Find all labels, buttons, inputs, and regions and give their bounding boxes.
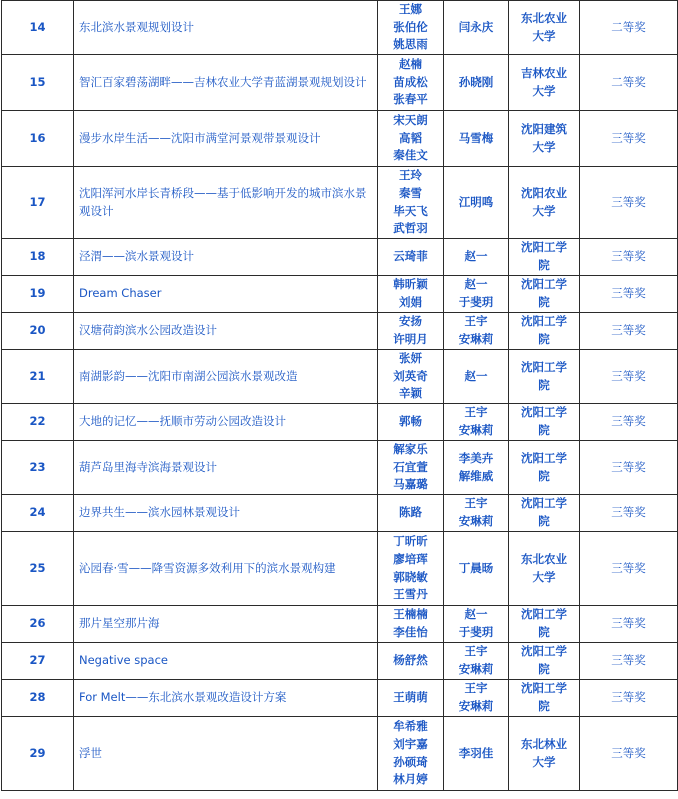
student-name: 苗成松 [393, 74, 428, 89]
student-name: 陈路 [399, 505, 422, 520]
advisors-cell [444, 404, 509, 441]
row-number-cell: 14 [2, 1, 74, 55]
advisor-name: 王宇 [464, 644, 488, 659]
table-row [2, 404, 678, 441]
student-name: 赵楠 [399, 57, 422, 72]
school-cell [509, 55, 580, 111]
row-number-cell: 20 [2, 313, 74, 350]
project-title-cell: 边界共生——滨水园林景观设计 [74, 495, 378, 532]
award-cell: 三等奖 [580, 111, 678, 167]
students-cell [378, 350, 444, 404]
student-name: 马嘉璐 [393, 477, 428, 492]
advisor-name: 赵一 [464, 249, 488, 264]
advisor-name: 丁晨旸 [458, 560, 494, 575]
row-number-cell: 24 [2, 495, 74, 532]
project-title-cell: 浮世 [74, 717, 378, 791]
project-title-cell: 葫芦岛里海寺滨海景观设计 [74, 441, 378, 495]
students-cell [378, 111, 444, 167]
advisors-cell [444, 276, 509, 313]
award-cell: 三等奖 [580, 404, 678, 441]
school-name-line: 沈阳工学 [521, 359, 567, 374]
award-cell: 三等奖 [580, 313, 678, 350]
student-name: 许明月 [393, 332, 428, 346]
school-cell [509, 111, 580, 167]
table-row [2, 350, 678, 404]
advisors-cell [444, 239, 509, 276]
advisors-cell [444, 441, 509, 495]
advisor-name: 李美卉 [458, 450, 494, 465]
award-cell: 三等奖 [580, 606, 678, 643]
school-name-line: 沈阳工学 [521, 240, 567, 255]
school-name-line: 大学 [532, 203, 556, 218]
advisor-name: 马雪梅 [458, 130, 494, 145]
student-name: 孙硕琦 [393, 754, 428, 769]
school-name-line: 沈阳农业 [521, 185, 567, 200]
advisor-name: 于斐玥 [458, 625, 494, 639]
project-title-cell: 沈阳浑河水岸长青桥段——基于低影响开发的城市滨水景观设计 [74, 167, 378, 239]
project-title-cell: For Melt——东北滨水景观改造设计方案 [74, 680, 378, 717]
advisor-name: 江明鸣 [458, 194, 494, 209]
school-name-line: 院 [538, 662, 550, 676]
students-cell [378, 643, 444, 680]
table-row [2, 606, 678, 643]
student-name: 王娜 [399, 2, 422, 17]
award-cell: 三等奖 [580, 167, 678, 239]
students-cell [378, 313, 444, 350]
school-name-line: 东北农业 [521, 10, 567, 25]
school-name-line: 大学 [532, 28, 556, 43]
student-name: 辛颖 [399, 386, 422, 401]
row-number-cell: 17 [2, 167, 74, 239]
advisor-name: 安琳莉 [458, 423, 494, 437]
project-title-cell: Dream Chaser [74, 276, 378, 313]
student-name: 牟希雅 [393, 719, 428, 734]
advisor-name: 王宇 [464, 314, 488, 329]
school-cell [509, 404, 580, 441]
student-name: 姚思雨 [393, 37, 428, 52]
row-number-cell: 29 [2, 717, 74, 791]
school-cell [509, 1, 580, 55]
school-name-line: 院 [538, 423, 550, 437]
student-name: 刘娟 [399, 295, 422, 309]
advisor-name: 王宇 [464, 496, 488, 511]
row-number-cell: 23 [2, 441, 74, 495]
project-title-cell: 大地的记忆——抚顺市劳动公园改造设计 [74, 404, 378, 441]
student-name: 秦佳文 [393, 148, 428, 163]
student-name: 王雪丹 [393, 587, 428, 602]
advisors-cell [444, 643, 509, 680]
student-name: 张妍 [399, 351, 422, 366]
student-name: 王萌萌 [393, 690, 428, 705]
student-name: 张春平 [393, 92, 428, 107]
school-name-line: 院 [538, 332, 550, 346]
students-cell [378, 167, 444, 239]
advisors-cell [444, 532, 509, 606]
advisor-name: 孙晓刚 [458, 74, 494, 89]
advisor-name: 闫永庆 [458, 19, 494, 34]
advisors-cell [444, 111, 509, 167]
school-name-line: 大学 [532, 569, 556, 584]
school-name-line: 东北林业 [521, 736, 567, 751]
students-cell [378, 495, 444, 532]
students-cell [378, 276, 444, 313]
table-row [2, 680, 678, 717]
project-title-cell: 泾渭——滨水景观设计 [74, 239, 378, 276]
table-row [2, 167, 678, 239]
school-cell [509, 606, 580, 643]
project-title-cell: 东北滨水景观规划设计 [74, 1, 378, 55]
project-title-cell: 沁园春·雪——降雪资源多效利用下的滨水景观构建 [74, 532, 378, 606]
advisors-cell [444, 313, 509, 350]
advisors-cell [444, 495, 509, 532]
student-name: 郭畅 [399, 414, 422, 429]
students-cell [378, 441, 444, 495]
award-table [1, 0, 678, 791]
advisor-name: 赵一 [464, 277, 488, 292]
student-name: 毕天飞 [393, 203, 428, 218]
row-number-cell: 28 [2, 680, 74, 717]
advisors-cell [444, 167, 509, 239]
school-name-line: 沈阳工学 [521, 450, 567, 465]
row-number-cell: 25 [2, 532, 74, 606]
school-cell [509, 350, 580, 404]
student-name: 廖培珲 [393, 551, 428, 566]
advisors-cell [444, 606, 509, 643]
school-name-line: 大学 [532, 139, 556, 154]
award-cell: 三等奖 [580, 239, 678, 276]
students-cell [378, 532, 444, 606]
students-cell [378, 404, 444, 441]
award-table-body [2, 1, 678, 791]
table-row [2, 441, 678, 495]
school-name-line: 院 [538, 514, 550, 528]
school-cell [509, 495, 580, 532]
school-name-line: 大学 [532, 83, 556, 98]
award-cell: 三等奖 [580, 441, 678, 495]
student-name: 石宜萱 [393, 459, 428, 474]
table-row [2, 55, 678, 111]
advisor-name: 安琳莉 [458, 514, 494, 528]
award-cell: 三等奖 [580, 532, 678, 606]
school-name-line: 沈阳工学 [521, 644, 567, 659]
school-name-line: 大学 [532, 754, 556, 769]
award-cell: 三等奖 [580, 680, 678, 717]
table-row [2, 111, 678, 167]
table-row [2, 276, 678, 313]
school-name-line: 院 [538, 377, 550, 392]
award-cell: 三等奖 [580, 643, 678, 680]
student-name: 云琦菲 [393, 249, 428, 264]
school-cell [509, 239, 580, 276]
student-name: 杨舒然 [393, 653, 428, 668]
student-name: 解家乐 [393, 442, 428, 457]
school-name-line: 沈阳工学 [521, 607, 567, 622]
student-name: 刘英奇 [393, 368, 428, 383]
row-number-cell: 18 [2, 239, 74, 276]
student-name: 秦雪 [399, 185, 422, 200]
row-number-cell: 19 [2, 276, 74, 313]
school-name-line: 沈阳工学 [521, 314, 567, 329]
advisors-cell [444, 55, 509, 111]
students-cell [378, 717, 444, 791]
school-name-line: 院 [538, 699, 550, 713]
school-name-line: 院 [538, 295, 550, 309]
row-number-cell: 27 [2, 643, 74, 680]
advisors-cell [444, 680, 509, 717]
project-title-cell: Negative space [74, 643, 378, 680]
students-cell [378, 239, 444, 276]
award-cell: 三等奖 [580, 717, 678, 791]
row-number-cell: 21 [2, 350, 74, 404]
school-cell [509, 167, 580, 239]
school-cell [509, 276, 580, 313]
school-name-line: 沈阳工学 [521, 496, 567, 511]
student-name: 刘宇嘉 [393, 736, 428, 751]
student-name: 王玲 [399, 168, 422, 183]
table-row [2, 717, 678, 791]
advisor-name: 王宇 [464, 681, 488, 696]
advisor-name: 解维威 [458, 468, 494, 483]
students-cell [378, 680, 444, 717]
project-title-cell: 那片星空那片海 [74, 606, 378, 643]
row-number-cell: 22 [2, 404, 74, 441]
table-row [2, 239, 678, 276]
project-title-cell: 漫步水岸生活——沈阳市满堂河景观带景观设计 [74, 111, 378, 167]
school-cell [509, 313, 580, 350]
project-title-cell: 汉塘荷韵滨水公园改造设计 [74, 313, 378, 350]
school-cell [509, 680, 580, 717]
school-name-line: 沈阳工学 [521, 277, 567, 292]
table-row [2, 495, 678, 532]
school-name-line: 院 [538, 468, 550, 483]
students-cell [378, 55, 444, 111]
project-title-cell: 南湖影韵——沈阳市南湖公园滨水景观改造 [74, 350, 378, 404]
award-cell: 二等奖 [580, 55, 678, 111]
student-name: 安扬 [399, 314, 422, 329]
student-name: 武哲羽 [393, 221, 428, 236]
school-name-line: 沈阳建筑 [521, 121, 567, 136]
advisors-cell [444, 1, 509, 55]
advisor-name: 安琳莉 [458, 332, 494, 346]
school-name-line: 院 [538, 258, 550, 272]
school-cell [509, 441, 580, 495]
advisor-name: 赵一 [464, 607, 488, 622]
students-cell [378, 1, 444, 55]
student-name: 郭晓敏 [393, 569, 428, 584]
student-name: 宋天朗 [393, 113, 428, 128]
award-cell: 三等奖 [580, 495, 678, 532]
school-name-line: 院 [538, 625, 550, 639]
row-number-cell: 26 [2, 606, 74, 643]
student-name: 张伯伦 [393, 19, 428, 34]
award-cell: 三等奖 [580, 276, 678, 313]
school-name-line: 沈阳工学 [521, 681, 567, 696]
student-name: 韩昕颖 [393, 277, 428, 292]
table-row [2, 532, 678, 606]
school-name-line: 东北农业 [521, 551, 567, 566]
table-row [2, 1, 678, 55]
project-title-cell: 智汇百家碧荡湖畔——吉林农业大学青蓝湖景观规划设计 [74, 55, 378, 111]
student-name: 林月婷 [393, 772, 428, 787]
advisor-name: 赵一 [464, 368, 488, 383]
row-number-cell: 15 [2, 55, 74, 111]
school-cell [509, 717, 580, 791]
advisor-name: 李羽佳 [458, 745, 494, 760]
student-name: 李佳怡 [393, 625, 428, 639]
school-cell [509, 532, 580, 606]
row-number-cell: 16 [2, 111, 74, 167]
table-row [2, 643, 678, 680]
advisor-name: 于斐玥 [458, 295, 494, 309]
student-name: 丁昕昕 [393, 534, 428, 549]
student-name: 王楠楠 [393, 607, 428, 622]
school-cell [509, 643, 580, 680]
advisor-name: 安琳莉 [458, 662, 494, 676]
award-cell: 三等奖 [580, 350, 678, 404]
advisor-name: 安琳莉 [458, 699, 494, 713]
advisors-cell [444, 350, 509, 404]
advisor-name: 王宇 [464, 405, 488, 420]
award-cell: 二等奖 [580, 1, 678, 55]
student-name: 高韬 [399, 130, 422, 145]
table-row [2, 313, 678, 350]
school-name-line: 沈阳工学 [521, 405, 567, 420]
students-cell [378, 606, 444, 643]
advisors-cell [444, 717, 509, 791]
school-name-line: 吉林农业 [521, 65, 567, 80]
